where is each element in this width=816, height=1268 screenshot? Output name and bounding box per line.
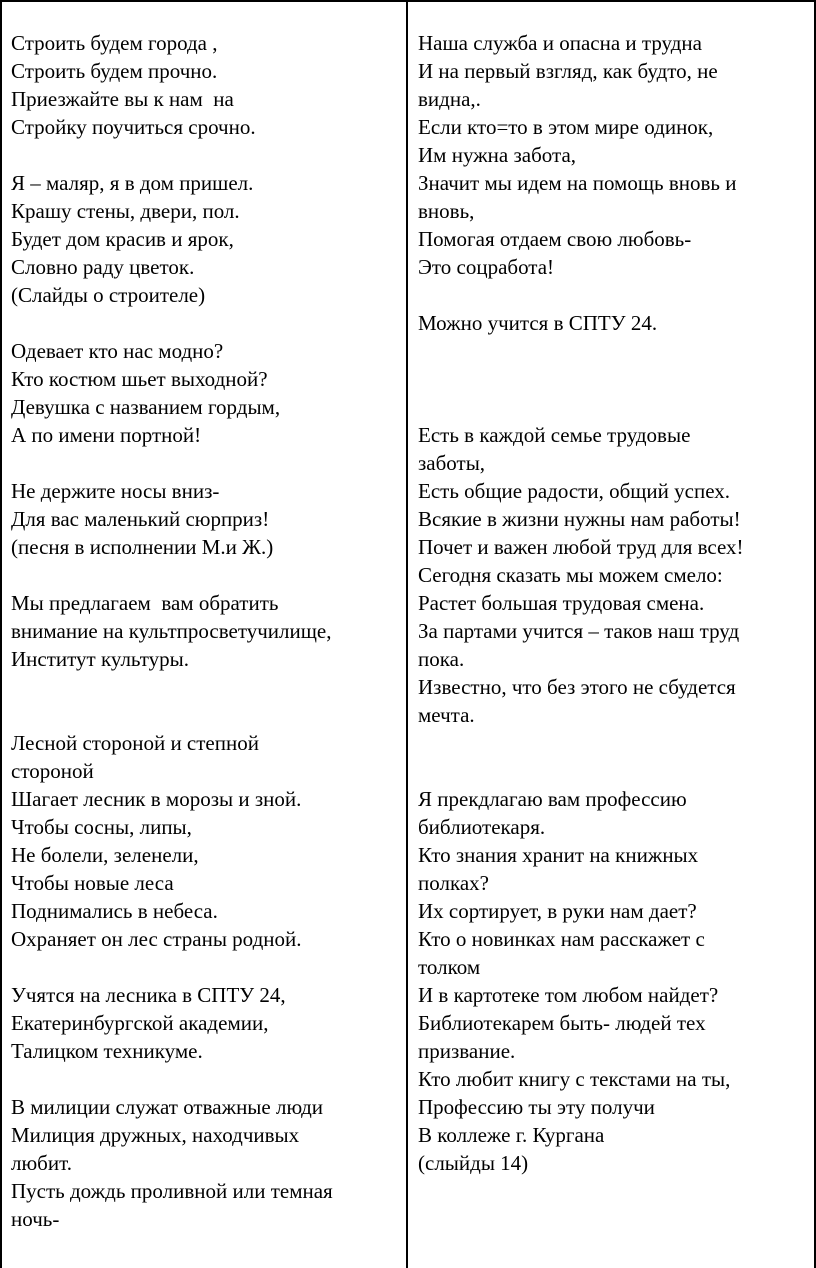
text-line: За партами учится – таков наш труд xyxy=(418,619,740,643)
text-line xyxy=(11,449,333,477)
text-line: Девушка с названием гордым, xyxy=(11,395,281,419)
text-line: Растет большая трудовая смена. xyxy=(418,591,705,615)
right-column-text xyxy=(418,29,744,1177)
text-line: Лесной стороной и степной xyxy=(11,731,259,755)
text-line: Не держите носы вниз- xyxy=(11,479,220,503)
text-line xyxy=(418,337,744,365)
text-line: Поднимались в небеса. xyxy=(11,899,218,923)
text-line: ночь- xyxy=(11,1207,60,1231)
text-line xyxy=(418,729,744,757)
text-line: Библиотекарем быть- людей тех xyxy=(418,1011,706,1035)
text-line: (слыйды 14) xyxy=(418,1151,529,1175)
text-line xyxy=(11,701,333,729)
text-line: вновь, xyxy=(418,199,475,223)
text-line: Словно раду цветок. xyxy=(11,255,195,279)
text-line: призвание. xyxy=(418,1039,516,1063)
text-line: Наша служба и опасна и трудна xyxy=(418,31,702,55)
text-line: библиотекаря. xyxy=(418,815,546,839)
text-line xyxy=(418,281,744,309)
text-line xyxy=(11,141,333,169)
text-line: Екатеринбургской академии, xyxy=(11,1011,269,1035)
text-line xyxy=(11,561,333,589)
text-line: Есть общие радости, общий успех. xyxy=(418,479,731,503)
text-line: Кто любит книгу с текстами на ты, xyxy=(418,1067,731,1091)
table-divider xyxy=(406,0,408,1268)
text-line: Приезжайте вы к нам на xyxy=(11,87,234,111)
text-line: Мы предлагаем вам обратить xyxy=(11,591,279,615)
text-line: внимание на культпросветучилище, xyxy=(11,619,332,643)
text-line: Талицком техникуме. xyxy=(11,1039,203,1063)
text-line: А по имени портной! xyxy=(11,423,202,447)
text-line: И на первый взгляд, как будто, не xyxy=(418,59,718,83)
text-line xyxy=(11,953,333,981)
text-line: Милиция дружных, находчивых xyxy=(11,1123,300,1147)
text-line: Кто о новинках нам расскажет с xyxy=(418,927,705,951)
text-line: стороной xyxy=(11,759,94,783)
table-border-left xyxy=(0,0,2,1268)
text-line: Пусть дождь проливной или темная xyxy=(11,1179,333,1203)
text-line: Для вас маленький сюрприз! xyxy=(11,507,270,531)
text-line: И в картотеке том любом найдет? xyxy=(418,983,719,1007)
text-line: Значит мы идем на помощь вновь и xyxy=(418,171,737,195)
text-line: Чтобы сосны, липы, xyxy=(11,815,192,839)
text-line: пока. xyxy=(418,647,465,671)
text-line xyxy=(11,309,333,337)
text-line: Известно, что без этого не сбудется xyxy=(418,675,736,699)
text-line: Это соцработа! xyxy=(418,255,555,279)
text-line: Не болели, зеленели, xyxy=(11,843,199,867)
text-line: В милиции служат отважные люди xyxy=(11,1095,324,1119)
text-line: Учятся на лесника в СПТУ 24, xyxy=(11,983,286,1007)
text-line: Строить будем города , xyxy=(11,31,218,55)
text-line: Крашу стены, двери, пол. xyxy=(11,199,240,223)
text-line: (песня в исполнении М.и Ж.) xyxy=(11,535,274,559)
text-line: Если кто=то в этом мире одинок, xyxy=(418,115,714,139)
text-line xyxy=(418,757,744,785)
text-line: любит. xyxy=(11,1151,72,1175)
text-line xyxy=(418,365,744,393)
text-line: Чтобы новые леса xyxy=(11,871,174,895)
text-line: толком xyxy=(418,955,481,979)
text-line: Я прекдлагаю вам профессию xyxy=(418,787,687,811)
text-line: Профессию ты эту получи xyxy=(418,1095,655,1119)
text-line: Я – маляр, я в дом пришел. xyxy=(11,171,254,195)
text-line: Одевает кто нас модно? xyxy=(11,339,224,363)
text-line: Строить будем прочно. xyxy=(11,59,218,83)
text-line: Им нужна забота, xyxy=(418,143,577,167)
text-line: Их сортирует, в руки нам дает? xyxy=(418,899,697,923)
text-line: Кто костюм шьет выходной? xyxy=(11,367,268,391)
text-line: полках? xyxy=(418,871,489,895)
text-line: Институт культуры. xyxy=(11,647,189,671)
left-column-text xyxy=(11,29,333,1233)
text-line: Шагает лесник в морозы и зной. xyxy=(11,787,302,811)
text-line xyxy=(11,673,333,701)
text-line: Стройку поучиться срочно. xyxy=(11,115,256,139)
table-border-top xyxy=(2,0,816,2)
text-line xyxy=(11,1065,333,1093)
text-line: (Слайды о строителе) xyxy=(11,283,206,307)
text-line: Всякие в жизни нужны нам работы! xyxy=(418,507,741,531)
text-line: Помогая отдаем свою любовь- xyxy=(418,227,692,251)
text-line: Есть в каждой семье трудовые xyxy=(418,423,691,447)
text-line: Сегодня сказать мы можем смело: xyxy=(418,563,723,587)
text-line: Охраняет он лес страны родной. xyxy=(11,927,302,951)
text-line xyxy=(418,393,744,421)
text-line: Кто знания хранит на книжных xyxy=(418,843,699,867)
text-line: Почет и важен любой труд для всех! xyxy=(418,535,744,559)
text-line: В коллеже г. Кургана xyxy=(418,1123,605,1147)
text-line: заботы, xyxy=(418,451,486,475)
text-line: Можно учится в СПТУ 24. xyxy=(418,311,658,335)
text-line: мечта. xyxy=(418,703,475,727)
text-line: Будет дом красив и ярок, xyxy=(11,227,234,251)
text-line: видна,. xyxy=(418,87,481,111)
